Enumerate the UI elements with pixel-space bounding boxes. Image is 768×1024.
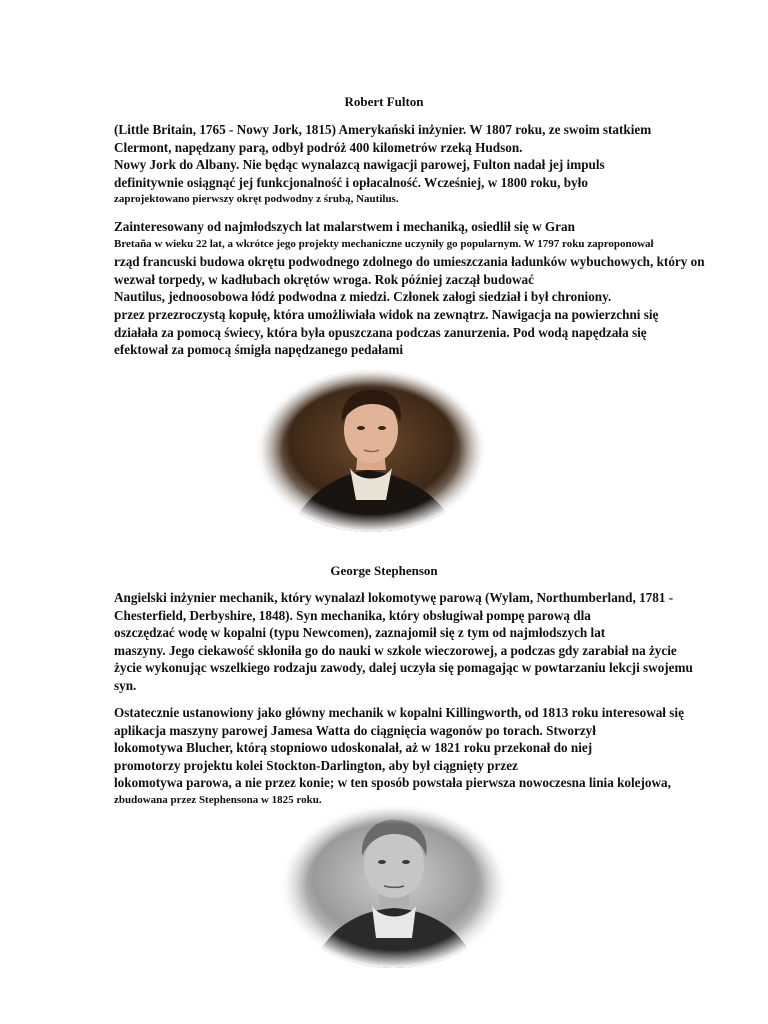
fulton-title: Robert Fulton <box>344 94 424 109</box>
text-line: wezwał torpedy, w kadłubach okrętów wroga. Rok później zaczął budować <box>114 271 534 287</box>
text-line: efektował za pomocą śmigła napędzanego pedałami <box>114 342 404 358</box>
text-line: rząd francuski budowa okrętu podwodnego zdolnego do umieszczania ładunków wybuchowych, który on <box>114 254 705 270</box>
text-line: Nowy Jork do Albany. Nie będąc wynalazcą nawigacji parowej, Fulton nadał jej impuls <box>114 157 605 173</box>
text-line: Ostatecznie ustanowiony jako główny mechanik w kopalni Killingworth, od 1813 roku interesował się <box>114 705 684 720</box>
stephenson-title: George Stephenson <box>330 563 438 578</box>
text-line: maszyny. Jego ciekawość skłoniła go do nauki w szkole wieczorowej, a podczas gdy zarabiał na życie <box>114 642 677 658</box>
text-line: oszczędzać wodę w kopalni (typu Newcomen), zaznajomił się z tym od najmłodszych lat <box>114 625 606 641</box>
text-line: Zainteresowany od najmłodszych lat malarstwem i mechaniką, osiedlił się w Gran <box>114 219 575 234</box>
stephenson-paragraph-1 <box>114 589 729 695</box>
text-line: zaprojektowano pierwszy okręt podwodny z śrubą, Nautilus. <box>114 193 399 206</box>
text-line: Chesterfield, Derbyshire, 1848). Syn mechanika, który obsługiwał pompę parową dla <box>114 607 591 623</box>
text-line: życie wykonując wszelkiego rodzaju zawody, dalej uczyła się pomagając w powtarzaniu lekcji swojemu <box>114 660 693 676</box>
text-line: przez przezroczystą kopułę, która umożliwiała widok na zewnątrz. Nawigacja na powierzchni się <box>114 306 659 322</box>
fulton-paragraph-1 <box>114 121 729 209</box>
stephenson-portrait-image <box>282 806 506 968</box>
text-line: zbudowana przez Stephensona w 1825 roku. <box>114 793 322 806</box>
text-line: promotorzy projektu kolei Stockton-Darlington, aby był ciągnięty przez <box>114 757 518 773</box>
text-line: Nautilus, jednoosobowa łódź podwodna z miedzi. Członek załogi siedział i był chroniony. <box>114 289 612 305</box>
text-line: Angielski inżynier mechanik, który wynalazł lokomotywę parową (Wylam, Northumberland, 1781 - <box>114 590 674 605</box>
text-line: aplikacja maszyny parowej Jamesa Watta do ciągnięcia wagonów po torach. Stworzył <box>114 722 596 738</box>
stephenson-paragraph-2 <box>114 704 729 810</box>
text-line: lokomotywa Blucher, którą stopniowo udoskonalał, aż w 1821 roku przekonał do niej <box>114 740 593 756</box>
text-line: Clermont, napędzany parą, odbył podróż 400 kilometrów rzeką Hudson. <box>114 139 523 155</box>
text-line: lokomotywa parowa, a nie przez konie; w ten sposób powstała pierwsza nowoczesna linia kolejowa, <box>114 775 671 791</box>
text-line: Bretaña w wieku 22 lat, a wkrótce jego projekty mechaniczne uczyniły go popularnym. W 1797 roku zaproponował <box>114 237 654 250</box>
fulton-portrait-image <box>258 370 484 532</box>
text-line: definitywnie osiągnąć jej funkcjonalność i opłacalność. Wcześniej, w 1800 roku, było <box>114 174 588 190</box>
text-line: działała za pomocą świecy, która była opuszczana podczas zanurzenia. Pod wodą napędzała się <box>114 324 647 340</box>
fulton-paragraph-2 <box>114 218 729 359</box>
text-line: syn. <box>114 677 137 693</box>
text-line: (Little Britain, 1765 - Nowy Jork, 1815) Amerykański inżynier. W 1807 roku, ze swoim statkiem <box>114 122 652 137</box>
